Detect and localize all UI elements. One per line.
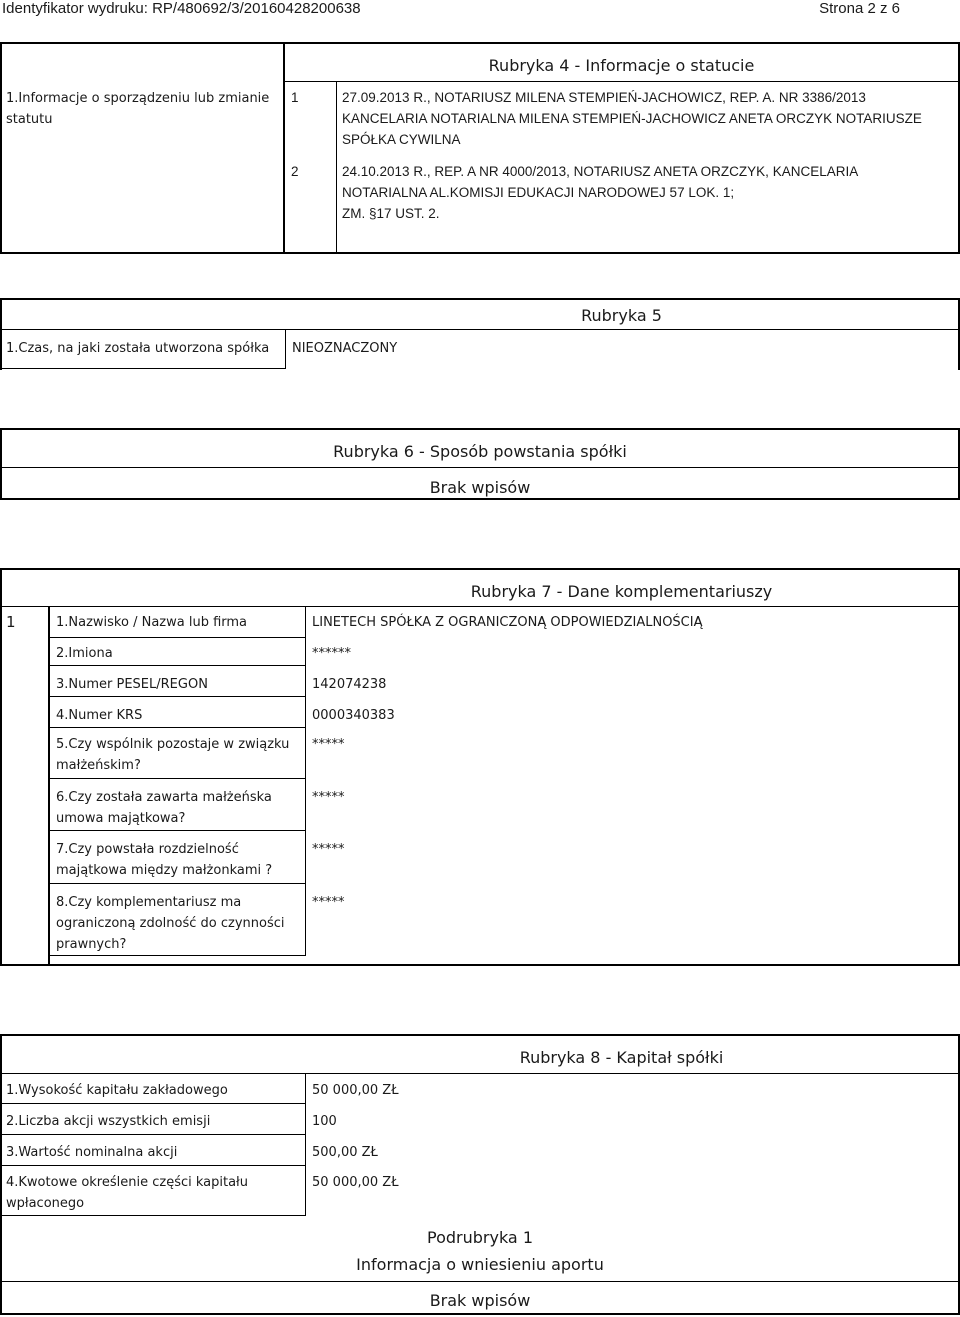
company-duration-label: 1.Czas, na jaki została utworzona spółka	[6, 341, 270, 356]
partner-legal-capacity-value: *****	[312, 895, 345, 910]
page-number: Strona 2 z 6	[819, 0, 900, 17]
partner-legal-capacity-label: 8.Czy komplementariusz ma ograniczoną zdolność do czynności prawnych?	[56, 895, 285, 952]
partner-property-separation-label: 7.Czy powstała rozdzielność majątkowa między małżonkami ?	[56, 842, 273, 878]
rubryka-6-empty: Brak wpisów	[429, 478, 531, 497]
partner-krs-value: 0000340383	[312, 708, 395, 723]
rubryka-6-title: Rubryka 6 - Sposób powstania spółki	[333, 442, 627, 461]
rubryka-7-title: Rubryka 7 - Dane komplementariuszy	[470, 582, 773, 601]
subsection-subtitle: Informacja o wniesieniu aportu	[356, 1255, 604, 1274]
partner-krs-label: 4.Numer KRS	[56, 708, 143, 723]
statute-entry: 27.09.2013 R., NOTARIUSZ MILENA STEMPIEŃ-JACHOWICZ, REP. A. NR 3386/2013 KANCELARIA NOTARIALNA MILENA STEMPIEŃ-JACHOWICZ ANETA ORCZYK NOTARIUSZE SPÓŁKA CYWILNA	[342, 90, 922, 147]
partner-marriage-label: 5.Czy wspólnik pozostaje w związku małżeńskim?	[56, 737, 290, 773]
statute-entry: 24.10.2013 R., REP. A NR 4000/2013, NOTARIUSZ ANETA ORZCZYK, KANCELARIA NOTARIALNA AL.KOMISJI EDUKACJI NARODOWEJ 57 LOK. 1; ZM. §17 UST. 2.	[342, 164, 859, 221]
partner-entry-num: 1	[6, 613, 16, 631]
partner-first-names-value: ******	[312, 646, 351, 661]
partner-property-agreement-value: *****	[312, 790, 345, 805]
partner-name-label: 1.Nazwisko / Nazwa lub firma	[56, 615, 248, 630]
share-nominal-value-value: 500,00 ZŁ	[312, 1145, 378, 1160]
company-duration-value: NIEOZNACZONY	[292, 341, 398, 356]
share-capital-value: 50 000,00 ZŁ	[312, 1083, 399, 1098]
partner-regon-label: 3.Numer PESEL/REGON	[56, 677, 208, 692]
statute-entry-num: 1	[291, 90, 299, 105]
rubryka-5-title: Rubryka 5	[581, 306, 662, 325]
subsection-title: Podrubryka 1	[427, 1228, 533, 1247]
partner-regon-value: 142074238	[312, 677, 387, 692]
shares-count-value: 100	[312, 1114, 337, 1129]
rubryka-8-title: Rubryka 8 - Kapitał spółki	[519, 1048, 724, 1067]
print-identifier: Identyfikator wydruku: RP/480692/3/20160428200638	[2, 0, 361, 17]
rubryka-4-title: Rubryka 4 - Informacje o statucie	[488, 56, 755, 75]
partner-property-separation-value: *****	[312, 842, 345, 857]
statute-info-label: 1.Informacje o sporządzeniu lub zmianie statutu	[6, 91, 270, 127]
share-capital-label: 1.Wysokość kapitału zakładowego	[6, 1083, 228, 1098]
statute-entry-num: 2	[291, 164, 299, 179]
partner-marriage-value: *****	[312, 737, 345, 752]
partner-first-names-label: 2.Imiona	[56, 646, 113, 661]
subsection-empty: Brak wpisów	[429, 1291, 531, 1310]
paid-capital-value: 50 000,00 ZŁ	[312, 1175, 399, 1190]
shares-count-label: 2.Liczba akcji wszystkich emisji	[6, 1114, 211, 1129]
share-nominal-value-label: 3.Wartość nominalna akcji	[6, 1145, 178, 1160]
paid-capital-label: 4.Kwotowe określenie części kapitału wpłaconego	[6, 1175, 248, 1211]
partner-name-value: LINETECH SPÓŁKA Z OGRANICZONĄ ODPOWIEDZIALNOŚCIĄ	[312, 615, 703, 630]
partner-property-agreement-label: 6.Czy została zawarta małżeńska umowa majątkowa?	[56, 790, 272, 826]
